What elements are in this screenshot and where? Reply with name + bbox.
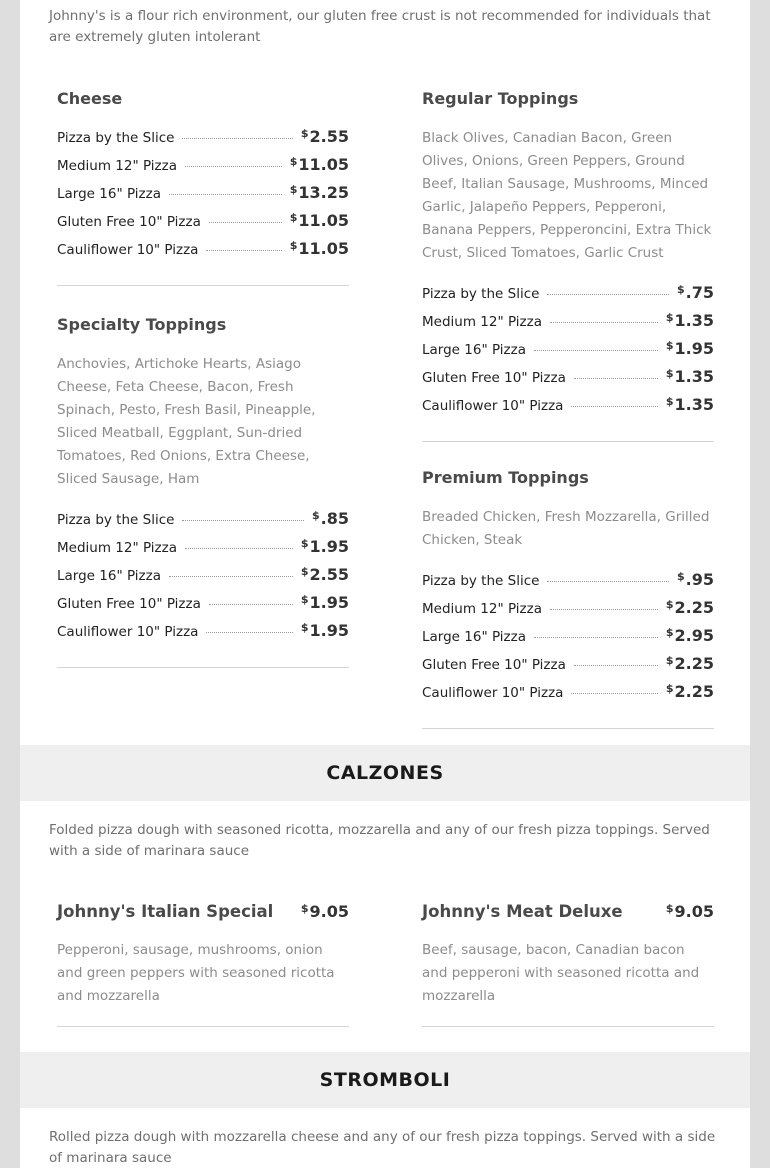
- item-price: $2.25: [665, 682, 714, 701]
- item-name: Pizza by the Slice: [422, 286, 540, 302]
- price-row: [57, 211, 349, 239]
- item-price: $11.05: [289, 239, 349, 258]
- price-list: [57, 127, 349, 267]
- dot-leader: [185, 548, 293, 549]
- price-row: [57, 239, 349, 267]
- section-title: Cheese: [57, 89, 123, 108]
- item-name: Large 16" Pizza: [422, 629, 526, 645]
- item-price: $1.95: [300, 593, 349, 612]
- item-name: Gluten Free 10" Pizza: [57, 214, 201, 230]
- item-description: Beef, sausage, bacon, Canadian bacon and pepperoni with seasoned ricotta and mozzarella: [422, 942, 700, 1004]
- item-price: $11.05: [289, 155, 349, 174]
- item-description: Pepperoni, sausage, mushrooms, onion and green peppers with seasoned ricotta and mozzarella: [57, 942, 335, 1004]
- item-name: Gluten Free 10" Pizza: [57, 596, 201, 612]
- price-row: [57, 593, 349, 621]
- price-row: [422, 367, 714, 395]
- item-price: $.95: [677, 570, 714, 589]
- section-title: Regular Toppings: [422, 89, 579, 108]
- calzones-header: [20, 745, 750, 801]
- price-list: [422, 283, 714, 423]
- item-price: $2.95: [665, 626, 714, 645]
- price-row: [57, 565, 349, 593]
- item-name: Medium 12" Pizza: [422, 601, 542, 617]
- dot-leader: [571, 693, 657, 694]
- dot-leader: [169, 576, 293, 577]
- item-name: Cauliflower 10" Pizza: [422, 398, 564, 414]
- item-name: Large 16" Pizza: [422, 342, 526, 358]
- dot-leader: [209, 222, 282, 223]
- dot-leader: [182, 520, 304, 521]
- dot-leader: [534, 637, 658, 638]
- section-heading: CALZONES: [326, 762, 444, 784]
- regular-toppings-section: [422, 89, 714, 442]
- item-price: $2.55: [300, 127, 349, 146]
- item-name: Large 16" Pizza: [57, 568, 161, 584]
- dot-leader: [209, 604, 293, 605]
- item-name: Medium 12" Pizza: [57, 158, 177, 174]
- dot-leader: [550, 322, 658, 323]
- section-description: Anchovies, Artichoke Hearts, Asiago Cheese, Feta Cheese, Bacon, Fresh Spinach, Pesto, Fresh Basil, Pineapple, Sliced Meatball, Eggplant, Sun-dried Tomatoes, Red Onions, Extra Cheese, Sliced Sausage, Ham: [57, 356, 316, 487]
- price-row: [57, 537, 349, 565]
- item-price: $.75: [677, 283, 714, 302]
- premium-toppings-section: [422, 468, 714, 729]
- divider: [422, 728, 714, 729]
- stromboli-header: [20, 1052, 750, 1108]
- dot-leader: [534, 350, 658, 351]
- divider: [57, 1026, 349, 1027]
- price-row: [422, 570, 714, 598]
- item-price: $1.95: [300, 621, 349, 640]
- divider: [422, 1026, 714, 1027]
- item-price: $1.95: [300, 537, 349, 556]
- item-price: $9.05: [300, 902, 349, 921]
- section-title: Premium Toppings: [422, 468, 589, 487]
- item-price: $13.25: [289, 183, 349, 202]
- item-name: Medium 12" Pizza: [422, 314, 542, 330]
- menu-page: [20, 0, 750, 1168]
- price-row: [422, 654, 714, 682]
- price-row: [422, 283, 714, 311]
- price-row: [422, 311, 714, 339]
- divider: [422, 441, 714, 442]
- dot-leader: [574, 665, 658, 666]
- item-price: $1.35: [665, 395, 714, 414]
- dot-leader: [169, 194, 282, 195]
- section-description: Black Olives, Canadian Bacon, Green Olives, Onions, Green Peppers, Ground Beef, Italian Sausage, Mushrooms, Minced Garlic, Jalapeño Peppers, Pepperoni, Banana Peppers, Pepperoncini, Extra Thick Crust, Sliced Tomatoes, Garlic Crust: [422, 130, 712, 261]
- calzone-item: [422, 902, 714, 1027]
- price-row: [57, 127, 349, 155]
- item-price: $1.35: [665, 367, 714, 386]
- item-name: Pizza by the Slice: [57, 130, 175, 146]
- dot-leader: [182, 138, 292, 139]
- price-row: [57, 509, 349, 537]
- stromboli-description: Rolled pizza dough with mozzarella cheese and any of our fresh pizza toppings. Served with a side of marinara sauce: [49, 1129, 716, 1166]
- divider: [57, 285, 349, 286]
- specialty-toppings-section: [57, 315, 349, 668]
- price-row: [57, 621, 349, 649]
- price-row: [57, 183, 349, 211]
- item-price: $2.55: [300, 565, 349, 584]
- cheese-section: [57, 89, 349, 286]
- gluten-notice: Johnny's is a flour rich environment, our gluten free crust is not recommended for individuals that are extremely gluten intolerant: [49, 8, 711, 45]
- dot-leader: [547, 294, 669, 295]
- section-heading: STROMBOLI: [319, 1069, 451, 1091]
- dot-leader: [574, 378, 658, 379]
- item-name: Gluten Free 10" Pizza: [422, 370, 566, 386]
- divider: [57, 667, 349, 668]
- price-row: [422, 598, 714, 626]
- calzones-description: Folded pizza dough with seasoned ricotta, mozzarella and any of our fresh pizza toppings. Served with a side of marinara sauce: [49, 822, 710, 859]
- item-price: $1.95: [665, 339, 714, 358]
- price-row: [422, 395, 714, 423]
- dot-leader: [206, 632, 292, 633]
- dot-leader: [550, 609, 658, 610]
- item-price: $2.25: [665, 598, 714, 617]
- dot-leader: [571, 406, 657, 407]
- item-name: Cauliflower 10" Pizza: [57, 624, 199, 640]
- item-name: Pizza by the Slice: [57, 512, 175, 528]
- price-row: [57, 155, 349, 183]
- item-name: Johnny's Italian Special: [57, 902, 274, 921]
- item-price: $11.05: [289, 211, 349, 230]
- item-name: Pizza by the Slice: [422, 573, 540, 589]
- item-name: Gluten Free 10" Pizza: [422, 657, 566, 673]
- section-description: Breaded Chicken, Fresh Mozzarella, Grilled Chicken, Steak: [422, 509, 710, 548]
- item-name: Cauliflower 10" Pizza: [422, 685, 564, 701]
- item-price: $1.35: [665, 311, 714, 330]
- dot-leader: [185, 166, 282, 167]
- item-name: Medium 12" Pizza: [57, 540, 177, 556]
- price-row: [422, 682, 714, 710]
- item-price: $.85: [312, 509, 349, 528]
- price-list: [57, 509, 349, 649]
- price-row: [422, 626, 714, 654]
- item-name: Large 16" Pizza: [57, 186, 161, 202]
- dot-leader: [206, 250, 281, 251]
- item-name: Johnny's Meat Deluxe: [422, 902, 623, 921]
- item-price: $9.05: [665, 902, 714, 921]
- section-title: Specialty Toppings: [57, 315, 227, 334]
- calzone-item: [57, 902, 349, 1027]
- item-name: Cauliflower 10" Pizza: [57, 242, 199, 258]
- price-list: [422, 570, 714, 710]
- price-row: [422, 339, 714, 367]
- item-price: $2.25: [665, 654, 714, 673]
- dot-leader: [547, 581, 669, 582]
